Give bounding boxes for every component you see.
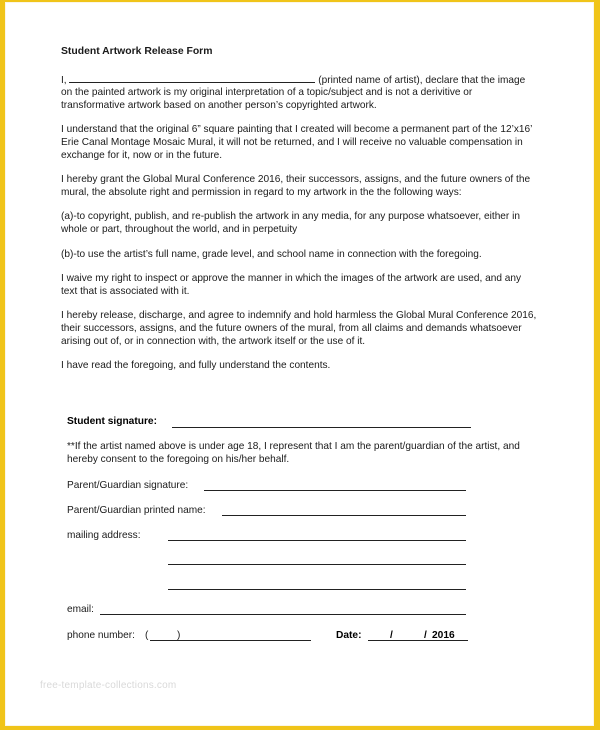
student-signature-label: Student signature: — [67, 416, 157, 427]
paragraph-ownership: I understand that the original 6” square painting that I created will become a permanent part of the 12’x16’ Erie Canal Montage Mosaic Mural, it will not be returned, and I will receive no valuable compensation in exchange for it, now or in the future. — [61, 124, 532, 161]
parent-signature-label: Parent/Guardian signature: — [67, 480, 189, 491]
date-year: 2016 — [432, 630, 455, 641]
release-form — [61, 46, 537, 385]
phone-label: phone number: — [67, 630, 135, 641]
form-title: Student Artwork Release Form — [61, 46, 213, 57]
parent-printed-name-label: Parent/Guardian printed name: — [67, 505, 206, 516]
email-line[interactable] — [100, 614, 466, 615]
parent-signature-line[interactable] — [204, 490, 466, 491]
para1-start: I, — [61, 74, 67, 86]
mailing-address-line-1[interactable] — [168, 540, 466, 541]
email-label: email: — [67, 604, 94, 615]
paragraph-right-a: (a)-to copyright, publish, and re-publish the artwork in any media, for any purpose whatsoever, either in whole or part, throughout the world, and in perpetuity — [61, 211, 520, 235]
paragraph-grant: I hereby grant the Global Mural Conference 2016, their successors, assigns, and the future owners of the mural, the absolute right and permission in regard to my artwork in the the following ways: — [61, 174, 531, 198]
student-signature-line[interactable] — [172, 427, 471, 428]
paragraph-waiver: I waive my right to inspect or approve the manner in which the images of the artwork are used, and any text that is associated with it. — [61, 273, 522, 297]
phone-line[interactable] — [150, 640, 311, 641]
parent-consent-note: **If the artist named above is under age 18, I represent that I am the parent/guardian of the artist, and hereby consent to the foregoing on his/her behalf. — [67, 441, 520, 465]
date-label: Date: — [336, 630, 362, 641]
paragraph-right-b: (b)-to use the artist’s full name, grade level, and school name in connection with the foregoing. — [61, 248, 482, 260]
artist-name-blank[interactable] — [69, 73, 315, 83]
paragraph-release: I hereby release, discharge, and agree to indemnify and hold harmless the Global Mural Conference 2016, their successors, assigns, and the future owners of the mural, from all claims and demands whatsoever arising out of, or in connection with, the artwork itself or the use of it. — [61, 310, 537, 347]
phone-paren-close: ) — [177, 630, 181, 641]
paragraph-declaration — [61, 73, 537, 113]
para1-paren: (printed name of artist), declare that the — [318, 74, 495, 86]
paragraph-acknowledge: I have read the foregoing, and fully understand the contents. — [61, 360, 331, 372]
watermark-text: free-template-collections.com — [40, 680, 177, 691]
date-separator-1: / — [390, 630, 393, 641]
mailing-address-line-3[interactable] — [168, 589, 466, 590]
date-separator-2: / — [424, 630, 427, 641]
para1-rest: image on the painted artwork is my original interpretation of a topic/subject and is not a derivitive or transformative artwork based on another person’s copyrighted artwork. — [61, 74, 526, 111]
mailing-address-label: mailing address: — [67, 530, 141, 541]
mailing-address-line-2[interactable] — [168, 564, 466, 565]
phone-paren-open: ( — [145, 630, 149, 641]
parent-printed-name-line[interactable] — [222, 515, 466, 516]
